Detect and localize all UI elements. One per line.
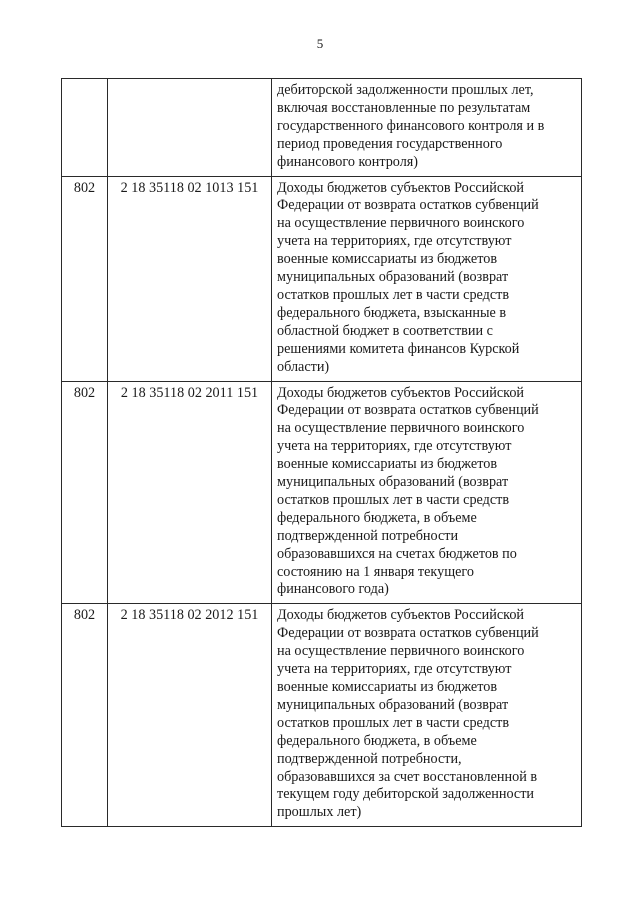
description-line: Доходы бюджетов субъектов Российской <box>277 179 525 196</box>
table-row <box>62 176 582 381</box>
description-line: муниципальных образований (возврат <box>277 269 509 286</box>
description-line: государственного финансового контроля и в <box>277 117 545 134</box>
description-line: федерального бюджета, взысканные в <box>277 304 507 321</box>
description-line: Доходы бюджетов субъектов Российской <box>277 384 525 401</box>
admin-code-cell: 802 <box>62 176 108 381</box>
description-line: подтвержденной потребности, <box>277 750 462 767</box>
admin-code-cell <box>62 79 108 177</box>
table-row <box>62 381 582 604</box>
description-line: решениями комитета финансов Курской <box>277 340 520 357</box>
description-line: муниципальных образований (возврат <box>277 696 509 713</box>
description-cell <box>272 176 582 381</box>
description-line: прошлых лет) <box>277 804 362 821</box>
table-row <box>62 79 582 177</box>
description-line: подтвержденной потребности <box>277 527 459 544</box>
description-line: финансового контроля) <box>277 153 419 170</box>
description-line: учета на территориях, где отсутствуют <box>277 233 512 250</box>
description-line: учета на территориях, где отсутствуют <box>277 661 512 678</box>
description-line: период проведения государственного <box>277 135 503 152</box>
description-line: дебиторской задолженности прошлых лет, <box>277 82 534 98</box>
description-line: на осуществление первичного воинского <box>277 420 525 437</box>
page-number: 5 <box>316 36 324 51</box>
description-line: на осуществление первичного воинского <box>277 643 525 660</box>
description-line: областной бюджет в соответствии с <box>277 322 493 339</box>
description-line: финансового года) <box>277 581 389 598</box>
description-line: Федерации от возврата остатков субвенций <box>277 402 539 419</box>
kbk-code-cell: 2 18 35118 02 2012 151 <box>108 604 272 827</box>
description-line: Доходы бюджетов субъектов Российской <box>277 607 525 624</box>
description-line: образовавшихся за счет восстановленной в <box>277 768 538 785</box>
description-line: военные комиссариаты из бюджетов <box>277 679 498 695</box>
description-line: текущем году дебиторской задолженности <box>277 786 535 803</box>
description-line: военные комиссариаты из бюджетов <box>277 456 498 473</box>
description-cell <box>272 381 582 604</box>
description-line: области) <box>277 358 330 375</box>
kbk-code-cell <box>108 79 272 177</box>
description-line: федерального бюджета, в объеме <box>277 732 477 749</box>
kbk-code-cell: 2 18 35118 02 1013 151 <box>108 176 272 381</box>
description-line: учета на территориях, где отсутствуют <box>277 438 512 455</box>
kbk-code-cell: 2 18 35118 02 2011 151 <box>108 381 272 604</box>
description-line: федерального бюджета, в объеме <box>277 509 477 526</box>
description-line: на осуществление первичного воинского <box>277 215 525 232</box>
description-line: остатков прошлых лет в части средств <box>277 286 510 303</box>
description-cell <box>272 79 582 177</box>
description-line: образовавшихся на счетах бюджетов по <box>277 545 517 562</box>
description-line: муниципальных образований (возврат <box>277 474 509 491</box>
table-row <box>62 604 582 827</box>
description-cell <box>272 604 582 827</box>
description-line: военные комиссариаты из бюджетов <box>277 251 498 268</box>
admin-code-cell: 802 <box>62 604 108 827</box>
admin-code-cell: 802 <box>62 381 108 604</box>
description-line: остатков прошлых лет в части средств <box>277 714 510 731</box>
description-line: Федерации от возврата остатков субвенций <box>277 625 539 642</box>
budget-codes-table <box>61 78 582 827</box>
description-line: остатков прошлых лет в части средств <box>277 491 510 508</box>
description-line: Федерации от возврата остатков субвенций <box>277 197 539 214</box>
description-line: включая восстановленные по результатам <box>277 99 531 116</box>
description-line: состоянию на 1 января текущего <box>277 563 474 580</box>
